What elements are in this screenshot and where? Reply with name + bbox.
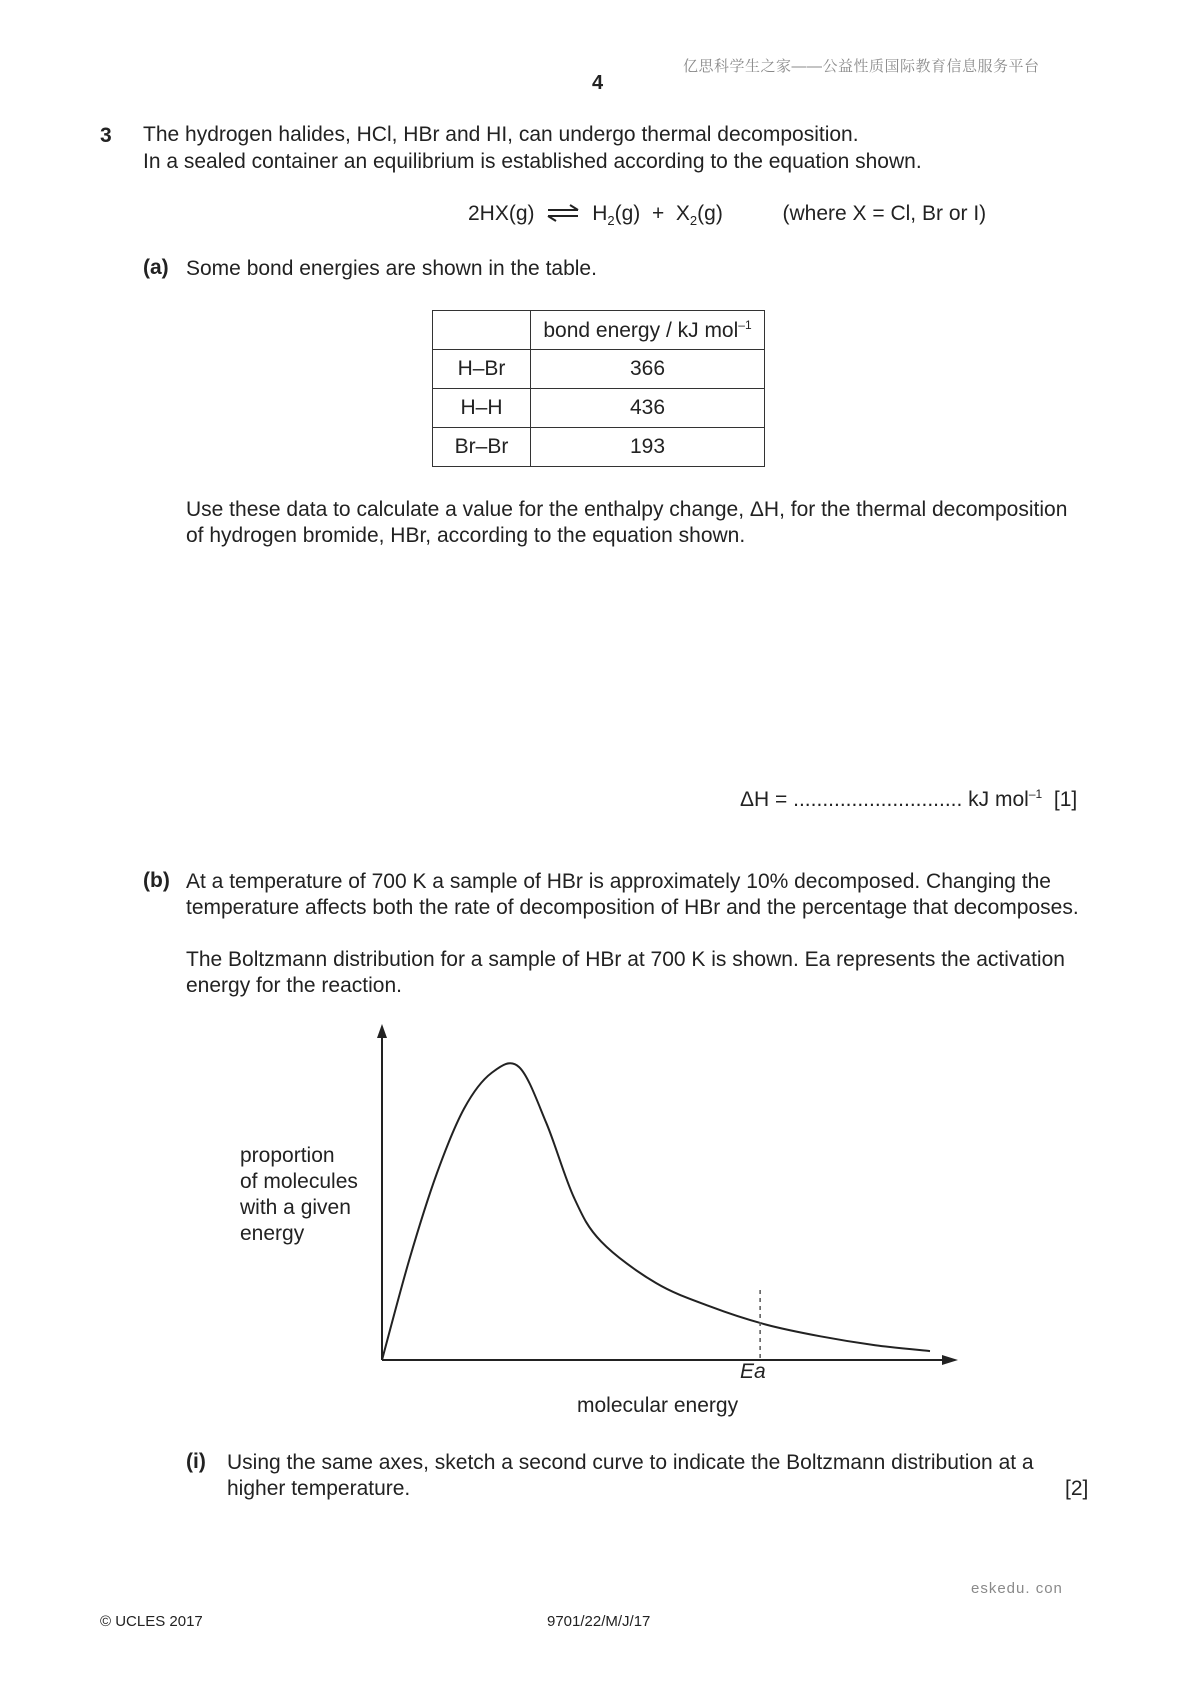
equation-x2-sub: 2 <box>689 213 698 229</box>
sub-i-label: (i) <box>186 1450 206 1473</box>
y-axis-label-line: energy <box>240 1222 305 1245</box>
y-axis-label-line: proportion <box>240 1144 335 1167</box>
bond-energy-value: 193 <box>531 428 765 467</box>
answer-prefix: ΔH = <box>740 788 794 811</box>
watermark-header: 亿思科学生之家——公益性质国际教育信息服务平台 <box>683 58 1040 75</box>
intro-line-2: In a sealed container an equilibrium is established according to the equation shown. <box>143 150 922 173</box>
watermark-footer: eskedu. con <box>971 1580 1063 1597</box>
sub-i-text-2: higher temperature. <box>227 1477 411 1500</box>
equation-reactant: 2HX(g) <box>468 202 535 225</box>
question-number: 3 <box>100 124 112 147</box>
table-row <box>433 389 765 428</box>
footer-copyright: © UCLES 2017 <box>100 1613 203 1630</box>
y-axis-label-line: with a given <box>240 1196 351 1219</box>
bond-name: H–H <box>433 389 531 428</box>
bond-energy-value: 366 <box>531 350 765 389</box>
sub-i-text-1: Using the same axes, sketch a second curve to indicate the Boltzmann distribution at a <box>227 1451 1034 1474</box>
bond-energy-value: 436 <box>531 389 765 428</box>
part-b-text-3: The Boltzmann distribution for a sample of HBr at 700 K is shown. Ea represents the activation <box>186 948 1065 971</box>
y-axis-label-line: of molecules <box>240 1170 358 1193</box>
equation-note: (where X = Cl, Br or I) <box>782 202 987 225</box>
bond-energy-table <box>432 310 765 467</box>
y-axis-label <box>240 1143 358 1247</box>
part-b-text-4: energy for the reaction. <box>186 974 402 997</box>
equation-h2-sub: 2 <box>607 213 615 229</box>
y-axis-arrow-icon <box>377 1024 387 1038</box>
part-a-answer-line <box>740 787 1077 812</box>
equation-h2-state: (g) <box>614 202 641 225</box>
x-axis-arrow-icon <box>942 1355 958 1365</box>
part-a-marks: [1] <box>1053 788 1078 811</box>
sub-i-marks: [2] <box>1065 1477 1089 1500</box>
answer-unit: kJ mol <box>962 788 1029 811</box>
answer-unit-sup: –1 <box>1028 787 1043 801</box>
x-axis-label: molecular energy <box>577 1394 739 1417</box>
answer-dots[interactable]: ............................. <box>793 788 963 811</box>
equilibrium-equation <box>468 202 986 228</box>
part-a-instruction-2: of hydrogen bromide, HBr, according to the equation shown. <box>186 524 746 547</box>
footer-paper-code: 9701/22/M/J/17 <box>547 1613 651 1630</box>
table-header-energy: bond energy / kJ mol$^{-1}$ <box>531 311 765 350</box>
part-a-label: (a) <box>143 256 169 279</box>
equilibrium-arrow-icon <box>546 204 580 222</box>
equation-h2: H <box>592 202 608 225</box>
table-header-empty <box>433 311 531 350</box>
ea-label: Ea <box>740 1360 766 1383</box>
table-row <box>433 428 765 467</box>
table-header-row <box>433 311 765 350</box>
equation-plus: + <box>651 202 665 225</box>
distribution-curve <box>382 1063 930 1360</box>
table-row <box>433 350 765 389</box>
part-b-text-1: At a temperature of 700 K a sample of HBr is approximately 10% decomposed. Changing the <box>186 870 1051 893</box>
bond-name: H–Br <box>433 350 531 389</box>
part-b-text-2: temperature affects both the rate of decomposition of HBr and the percentage that decomposes. <box>186 896 1079 919</box>
bond-name: Br–Br <box>433 428 531 467</box>
page-number: 4 <box>592 72 604 94</box>
equation-x2: X <box>675 202 690 225</box>
intro-line-1: The hydrogen halides, HCl, HBr and HI, can undergo thermal decomposition. <box>143 123 859 146</box>
part-b-label: (b) <box>143 869 170 892</box>
part-a-text: Some bond energies are shown in the table. <box>186 257 597 280</box>
equation-x2-state: (g) <box>697 202 723 225</box>
part-a-instruction-1: Use these data to calculate a value for the enthalpy change, ΔH, for the thermal decomposition <box>186 498 1068 521</box>
